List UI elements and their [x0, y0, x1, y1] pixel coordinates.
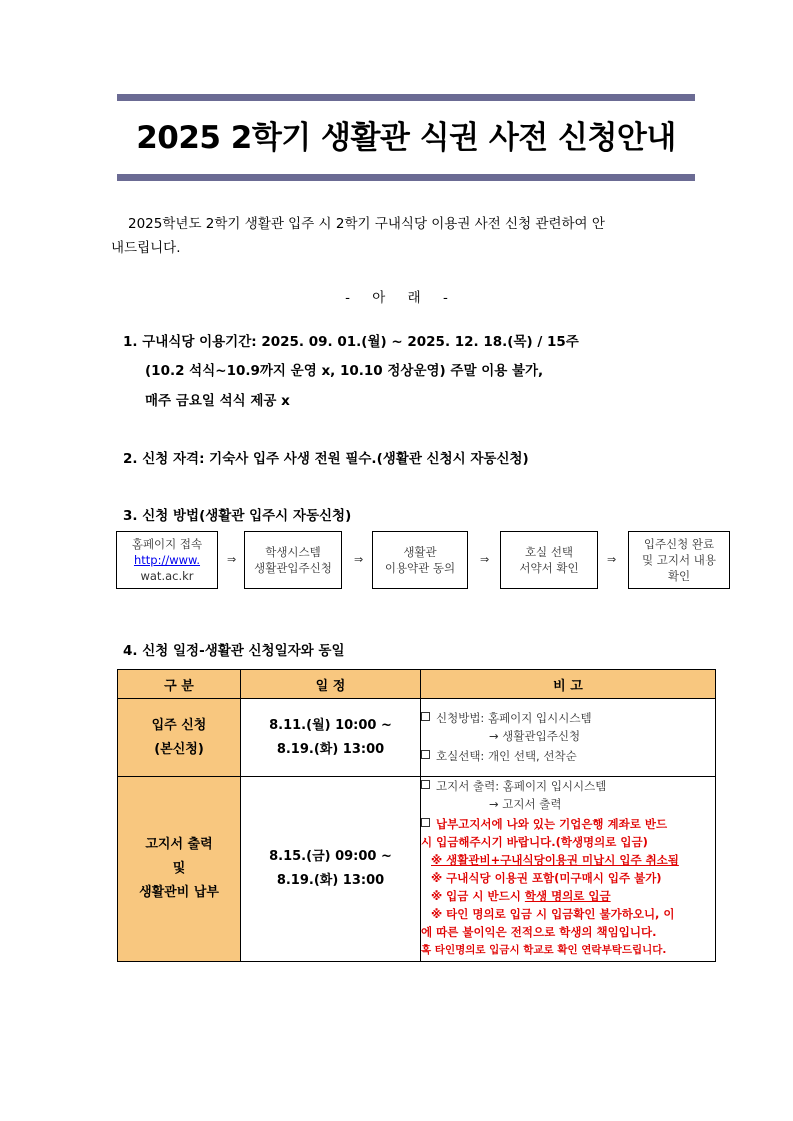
table-row	[118, 777, 716, 962]
row2-category-line-2: 및	[172, 861, 186, 876]
flow-step-student-system	[244, 531, 342, 589]
flow-step-5-line-1: 입주신청 완료	[643, 537, 715, 551]
row2-schedule	[241, 777, 421, 962]
flow-step-room-select	[500, 531, 598, 589]
page-title: 2025 2학기 생활관 식권 사전 신청안내	[136, 120, 676, 156]
row2-category	[118, 777, 241, 962]
row2-note-5-prefix: ※ 입금 시 반드시	[431, 889, 525, 903]
flow-step-5-line-2: 및 고지서 내용	[642, 553, 716, 567]
row1-note-2: 호실선택: 개인 선택, 선착순	[436, 749, 577, 763]
flow-step-2-line-1: 학생시스템	[265, 545, 321, 559]
row2-note-1b: → 고지서 출력	[489, 797, 562, 811]
section-1-line-2: (10.2 석식~10.9까지 운영 x, 10.10 정상운영) 주말 이용 불가,	[145, 363, 544, 379]
row2-note-7: 혹 타인명의로 입금시 학교로 확인 연락부탁드립니다.	[421, 944, 667, 956]
row1-note-1b: → 생활관입주신청	[489, 729, 581, 743]
intro-line-2: 내드립니다.	[111, 240, 181, 256]
row1-category-line-2: (본신청)	[154, 741, 204, 757]
header-remarks: 비 고	[421, 670, 716, 699]
title-top-rule	[117, 94, 695, 101]
header-category: 구 분	[118, 670, 241, 699]
flow-step-terms	[372, 531, 468, 589]
section-4-heading: 4. 신청 일정-생활관 신청일자와 동일	[123, 643, 345, 659]
flow-step-3-line-1: 생활관	[403, 545, 437, 559]
row2-note-5-underlined: 학생 명의로 입금	[524, 889, 611, 903]
section-2-heading: 2. 신청 자격: 기숙사 입주 사생 전원 필수.(생활관 신청시 자동신청)	[123, 451, 529, 467]
checkbox-icon	[421, 712, 430, 721]
intro-line-1: 2025학년도 2학기 생활관 입주 시 2학기 구내식당 이용권 사전 신청 관련하여 안	[128, 216, 605, 232]
flow-step-1-line-3: wat.ac.kr	[140, 569, 194, 583]
row2-note-2b: 시 입금해주시기 바랍니다.(학생명의로 입금)	[421, 835, 648, 849]
row2-note-1: 고지서 출력: 홈페이지 입시시스템	[436, 779, 607, 793]
row2-date-end: 8.19.(화) 13:00	[276, 873, 385, 888]
row1-category-line-1: 입주 신청	[151, 717, 207, 733]
flow-arrow-1: ⇒	[227, 553, 237, 566]
flow-step-4-line-2: 서약서 확인	[519, 561, 579, 575]
row1-date-end: 8.19.(화) 13:00	[276, 741, 385, 757]
flow-step-3-line-2: 이용약관 동의	[384, 561, 456, 575]
flow-step-5-line-3: 확인	[667, 569, 691, 583]
row1-note-1: 신청방법: 홈페이지 입시시스템	[436, 711, 592, 725]
section-3-heading: 3. 신청 방법(생활관 입주시 자동신청)	[123, 508, 352, 524]
arae-heading: - 아 래 -	[345, 290, 448, 306]
flow-arrow-4: ⇒	[607, 553, 617, 566]
checkbox-icon	[421, 818, 430, 827]
row2-category-line-1: 고지서 출력	[145, 837, 213, 852]
checkbox-icon	[421, 780, 430, 789]
flow-step-homepage	[116, 531, 218, 589]
row2-note-6b: 에 따른 불이익은 전적으로 학생의 책임입니다.	[421, 925, 657, 939]
row2-remarks	[421, 777, 716, 962]
row1-category	[118, 699, 241, 777]
row1-date-start: 8.11.(월) 10:00 ~	[269, 717, 392, 733]
header-schedule: 일 정	[241, 670, 421, 699]
section-1-line-3: 매주 금요일 석식 제공 x	[145, 393, 290, 409]
row2-note-3: ※ 생활관비+구내식당이용권 미납시 입주 취소됨	[431, 853, 679, 867]
section-1-heading: 1. 구내식당 이용기간: 2025. 09. 01.(월) ~ 2025. 12. 18.(목) / 15주	[123, 334, 579, 350]
title-bottom-rule	[117, 174, 695, 181]
homepage-link[interactable]: http://www.	[133, 553, 201, 567]
row2-note-2a: 납부고지서에 나와 있는 기업은행 계좌로 반드	[436, 817, 668, 831]
table-row	[118, 699, 716, 777]
flow-arrow-2: ⇒	[354, 553, 364, 566]
row1-schedule	[241, 699, 421, 777]
flow-step-1-line-1: 홈페이지 접속	[131, 537, 203, 551]
row2-category-line-3: 생활관비 납부	[139, 885, 219, 900]
row2-note-6a: ※ 타인 명의로 입금 시 입금확인 불가하오니, 이	[431, 907, 675, 921]
flow-step-2-line-2: 생활관입주신청	[254, 561, 332, 575]
table-header-row	[118, 670, 716, 699]
intro-paragraph	[111, 212, 696, 260]
row1-remarks	[421, 699, 716, 777]
row2-note-4: ※ 구내식당 이용권 포함(미구매시 입주 불가)	[431, 871, 662, 885]
schedule-table	[117, 669, 716, 962]
flow-step-4-line-1: 호실 선택	[524, 545, 574, 559]
flow-arrow-3: ⇒	[480, 553, 490, 566]
application-flow	[116, 531, 731, 589]
checkbox-icon	[421, 750, 430, 759]
row2-date-start: 8.15.(금) 09:00 ~	[269, 849, 392, 864]
flow-step-complete	[628, 531, 730, 589]
